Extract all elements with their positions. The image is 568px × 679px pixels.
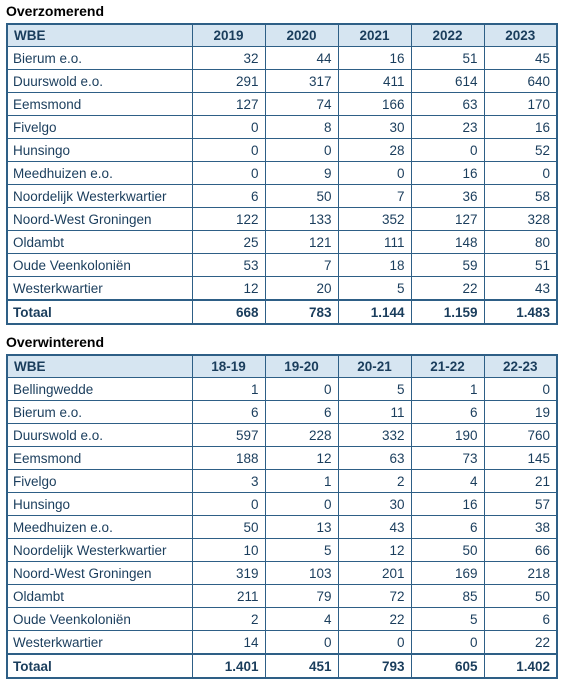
count-cell: 50 [484,585,557,608]
count-cell: 319 [192,562,265,585]
count-cell: 0 [338,631,411,655]
count-cell: 72 [338,585,411,608]
wbe-name-cell: Noordelijk Westerkwartier [7,539,192,562]
wbe-name-cell: Westerkwartier [7,277,192,301]
column-header-period: 19-20 [265,355,338,378]
count-cell: 25 [192,231,265,254]
count-cell: 1 [192,378,265,401]
count-cell: 5 [338,277,411,301]
table-row [7,185,557,208]
count-cell: 13 [265,516,338,539]
count-cell: 80 [484,231,557,254]
count-cell: 12 [192,277,265,301]
count-cell: 111 [338,231,411,254]
count-cell: 22 [484,631,557,655]
count-cell: 166 [338,93,411,116]
count-cell: 291 [192,70,265,93]
count-cell: 14 [192,631,265,655]
column-header-wbe: WBE [7,24,192,47]
count-cell: 0 [192,116,265,139]
count-cell: 50 [265,185,338,208]
count-cell: 22 [411,277,484,301]
count-cell: 4 [265,608,338,631]
column-header-period: 22-23 [484,355,557,378]
count-cell: 50 [192,516,265,539]
table-row [7,424,557,447]
table-row [7,401,557,424]
table-overwinterend [6,354,558,679]
count-cell: 0 [265,139,338,162]
count-cell: 170 [484,93,557,116]
table-row [7,208,557,231]
wbe-name-cell: Bierum e.o. [7,401,192,424]
wbe-name-cell: Oude Veenkoloniën [7,608,192,631]
count-cell: 23 [411,116,484,139]
total-label-cell: Totaal [7,654,192,678]
table-row [7,93,557,116]
wbe-name-cell: Meedhuizen e.o. [7,162,192,185]
count-cell: 66 [484,539,557,562]
column-header-period: 18-19 [192,355,265,378]
count-cell: 1 [265,470,338,493]
total-count-cell: 1.483 [484,300,557,324]
count-cell: 760 [484,424,557,447]
count-cell: 5 [338,378,411,401]
count-cell: 188 [192,447,265,470]
count-cell: 9 [265,162,338,185]
wbe-name-cell: Eemsmond [7,447,192,470]
wbe-name-cell: Meedhuizen e.o. [7,516,192,539]
count-cell: 43 [484,277,557,301]
total-count-cell: 451 [265,654,338,678]
count-cell: 6 [192,401,265,424]
count-cell: 53 [192,254,265,277]
total-row [7,654,557,678]
count-cell: 328 [484,208,557,231]
count-cell: 121 [265,231,338,254]
count-cell: 59 [411,254,484,277]
table-row [7,539,557,562]
column-header-period: 20-21 [338,355,411,378]
count-cell: 0 [192,162,265,185]
count-cell: 21 [484,470,557,493]
count-cell: 44 [265,47,338,70]
table-row [7,162,557,185]
wbe-name-cell: Duurswold e.o. [7,424,192,447]
count-cell: 7 [265,254,338,277]
count-cell: 317 [265,70,338,93]
count-cell: 63 [338,447,411,470]
count-cell: 3 [192,470,265,493]
count-cell: 28 [338,139,411,162]
count-cell: 18 [338,254,411,277]
count-cell: 6 [484,608,557,631]
count-cell: 30 [338,116,411,139]
count-cell: 8 [265,116,338,139]
section-title-overwinterend: Overwinterend [6,334,105,350]
count-cell: 74 [265,93,338,116]
table-row [7,231,557,254]
count-cell: 63 [411,93,484,116]
total-count-cell: 605 [411,654,484,678]
count-cell: 332 [338,424,411,447]
count-cell: 0 [411,139,484,162]
section-title-overzomerend: Overzomerend [6,3,105,19]
count-cell: 51 [484,254,557,277]
count-cell: 148 [411,231,484,254]
count-cell: 614 [411,70,484,93]
wbe-name-cell: Fivelgo [7,470,192,493]
count-cell: 0 [265,493,338,516]
column-header-period: 2019 [192,24,265,47]
count-cell: 6 [192,185,265,208]
count-cell: 52 [484,139,557,162]
table-row [7,116,557,139]
count-cell: 16 [411,162,484,185]
table-header-row [7,355,557,378]
table-row [7,139,557,162]
wbe-name-cell: Hunsingo [7,493,192,516]
total-count-cell: 668 [192,300,265,324]
wbe-name-cell: Oldambt [7,231,192,254]
count-cell: 145 [484,447,557,470]
table-row [7,470,557,493]
wbe-name-cell: Oldambt [7,585,192,608]
count-cell: 2 [338,470,411,493]
wbe-name-cell: Bierum e.o. [7,47,192,70]
count-cell: 228 [265,424,338,447]
count-cell: 640 [484,70,557,93]
count-cell: 36 [411,185,484,208]
total-count-cell: 1.401 [192,654,265,678]
total-count-cell: 1.159 [411,300,484,324]
count-cell: 169 [411,562,484,585]
column-header-wbe: WBE [7,355,192,378]
wbe-name-cell: Oude Veenkoloniën [7,254,192,277]
table-row [7,608,557,631]
table-row [7,516,557,539]
column-header-period: 2020 [265,24,338,47]
count-cell: 79 [265,585,338,608]
count-cell: 12 [265,447,338,470]
count-cell: 0 [192,493,265,516]
table-overzomerend [6,23,558,325]
count-cell: 352 [338,208,411,231]
count-cell: 6 [265,401,338,424]
total-count-cell: 793 [338,654,411,678]
column-header-period: 2021 [338,24,411,47]
table-row [7,585,557,608]
count-cell: 10 [192,539,265,562]
wbe-name-cell: Westerkwartier [7,631,192,655]
count-cell: 43 [338,516,411,539]
table-row [7,631,557,655]
count-cell: 190 [411,424,484,447]
count-cell: 22 [338,608,411,631]
table-row [7,447,557,470]
count-cell: 57 [484,493,557,516]
count-cell: 20 [265,277,338,301]
count-cell: 2 [192,608,265,631]
count-cell: 38 [484,516,557,539]
wbe-name-cell: Fivelgo [7,116,192,139]
count-cell: 0 [265,631,338,655]
count-cell: 127 [411,208,484,231]
count-cell: 211 [192,585,265,608]
count-cell: 411 [338,70,411,93]
count-cell: 7 [338,185,411,208]
column-header-period: 21-22 [411,355,484,378]
column-header-period: 2023 [484,24,557,47]
wbe-name-cell: Noord-West Groningen [7,562,192,585]
wbe-name-cell: Hunsingo [7,139,192,162]
wbe-name-cell: Noordelijk Westerkwartier [7,185,192,208]
count-cell: 127 [192,93,265,116]
table-row [7,562,557,585]
wbe-name-cell: Noord-West Groningen [7,208,192,231]
count-cell: 50 [411,539,484,562]
total-count-cell: 1.402 [484,654,557,678]
table-row [7,277,557,301]
count-cell: 201 [338,562,411,585]
count-cell: 122 [192,208,265,231]
count-cell: 1 [411,378,484,401]
column-header-period: 2022 [411,24,484,47]
count-cell: 19 [484,401,557,424]
count-cell: 0 [484,162,557,185]
count-cell: 30 [338,493,411,516]
table-row [7,47,557,70]
count-cell: 12 [338,539,411,562]
count-cell: 4 [411,470,484,493]
wbe-name-cell: Eemsmond [7,93,192,116]
count-cell: 0 [411,631,484,655]
count-cell: 5 [265,539,338,562]
wbe-name-cell: Bellingwedde [7,378,192,401]
count-cell: 58 [484,185,557,208]
count-cell: 0 [484,378,557,401]
count-cell: 85 [411,585,484,608]
count-cell: 16 [411,493,484,516]
total-row [7,300,557,324]
count-cell: 51 [411,47,484,70]
wbe-name-cell: Duurswold e.o. [7,70,192,93]
table-row [7,493,557,516]
count-cell: 597 [192,424,265,447]
count-cell: 6 [411,401,484,424]
count-cell: 6 [411,516,484,539]
count-cell: 16 [484,116,557,139]
count-cell: 218 [484,562,557,585]
count-cell: 103 [265,562,338,585]
table-row [7,70,557,93]
total-count-cell: 1.144 [338,300,411,324]
count-cell: 32 [192,47,265,70]
count-cell: 45 [484,47,557,70]
count-cell: 16 [338,47,411,70]
count-cell: 133 [265,208,338,231]
total-count-cell: 783 [265,300,338,324]
count-cell: 73 [411,447,484,470]
count-cell: 5 [411,608,484,631]
table-row [7,254,557,277]
count-cell: 0 [338,162,411,185]
count-cell: 0 [192,139,265,162]
count-cell: 0 [265,378,338,401]
total-label-cell: Totaal [7,300,192,324]
table-row [7,378,557,401]
table-header-row [7,24,557,47]
count-cell: 11 [338,401,411,424]
